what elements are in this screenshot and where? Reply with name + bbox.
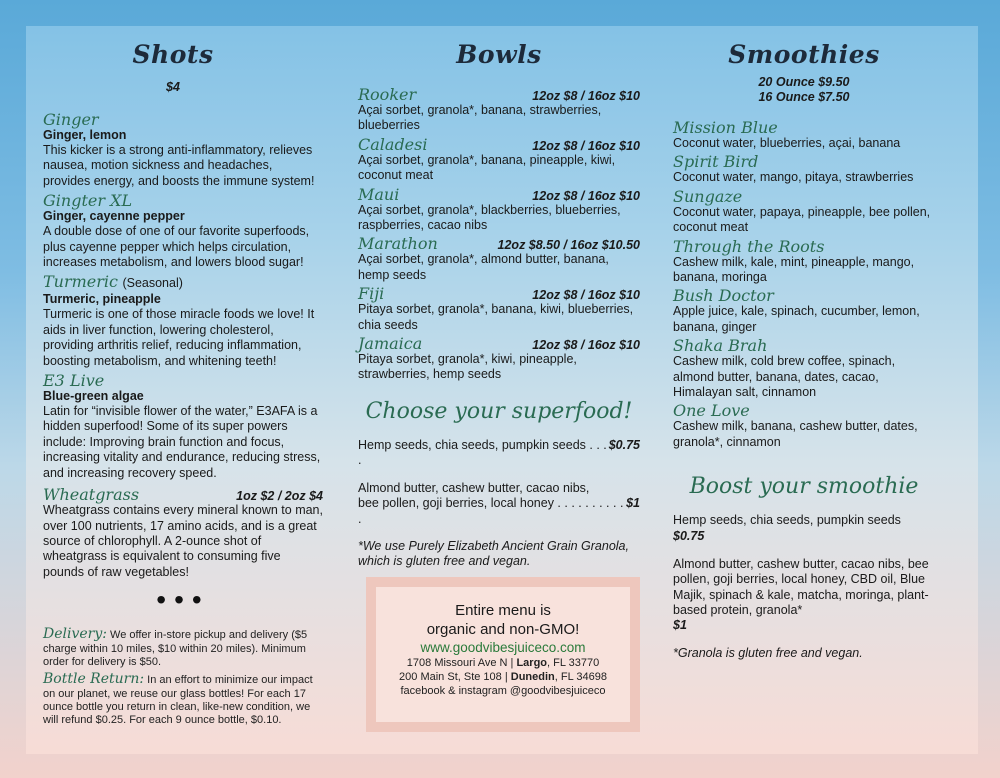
smoothie-name: Mission Blue: [673, 118, 778, 137]
smoothie-description: Cashew milk, cold brew coffee, spinach, almond butter, banana, dates, cacao, Himalayan salt, cinnamon: [673, 354, 896, 400]
smoothie-name: Shaka Brah: [673, 336, 768, 356]
smoothie-description: Cashew milk, kale, mint, pineapple, mango, banana, moringa: [673, 254, 915, 285]
shot-name: Turmeric: [43, 272, 118, 292]
info-box-inner: [376, 587, 630, 722]
shot-e3-live: [43, 372, 323, 481]
smoothie-name: Through the Roots: [673, 236, 825, 256]
bowl-item: [358, 285, 640, 333]
bowl-description: Açai sorbet, granola*, banana, strawberries, blueberries: [358, 103, 602, 133]
boost-price-1: $0.75: [673, 528, 705, 543]
shot-ingredients: Blue-green algae: [43, 389, 144, 404]
menu-panel: [26, 26, 978, 754]
address-city: Largo: [516, 657, 548, 669]
smoothie-name: Sungaze: [673, 186, 743, 206]
bowl-name: Rooker: [358, 85, 417, 104]
smoothie-name: Spirit Bird: [673, 152, 759, 172]
bowl-name: Marathon: [358, 234, 438, 254]
shot-description: Turmeric is one of those miracle foods we love! It aids in liver function, lowering cholesterol, providing arthritis relief, reducing inflammation, boosting metabolism, and whitening teeth!: [43, 307, 315, 368]
bottle-return-text: In an effort to minimize our impact on our planet, we reuse our glass bottles! For each 17 ounce bottle you return in clean, like-new condition, we will refund $0.25. For each 9 ounce bottle, $0.10.: [43, 674, 313, 727]
bowl-item: [358, 335, 640, 383]
smoothies-title: Smoothies: [728, 40, 880, 69]
smoothie-description: Apple juice, kale, spinach, cucumber, lemon, banana, ginger: [673, 304, 920, 334]
smoothie-price-20oz: 20 Ounce $9.50: [758, 75, 850, 89]
superfood-text: Almond butter, cashew butter, cacao nibs,: [358, 480, 590, 495]
shot-turmeric: [43, 273, 323, 369]
bowl-item: [358, 186, 640, 234]
address-dunedin: [376, 670, 630, 684]
shot-ingredients: Ginger, lemon: [43, 128, 127, 142]
granola-note: *We use Purely Elizabeth Ancient Grain Granola, which is gluten free and vegan.: [358, 538, 629, 569]
smoothie-item: [673, 188, 935, 236]
shot-ginger: [43, 111, 323, 189]
boost-price-2: $1: [673, 618, 687, 633]
smoothie-item: [673, 402, 935, 450]
shot-note: (Seasonal): [122, 276, 183, 291]
bowl-item: [358, 136, 640, 184]
superfood-title: Choose your superfood!: [365, 398, 633, 424]
superfood-text: Hemp seeds, chia seeds, pumpkin seeds . . . .: [358, 437, 607, 468]
boost-option-1: Hemp seeds, chia seeds, pumpkin seeds: [673, 513, 901, 528]
address-largo: [376, 656, 630, 670]
shot-name: Wheatgrass: [43, 485, 140, 505]
bowl-description: Açai sorbet, granola*, banana, pineapple, kiwi, coconut meat: [358, 152, 616, 183]
smoothie-name: One Love: [673, 401, 750, 421]
bowl-name: Fiji: [358, 284, 385, 304]
shot-name: Ginger: [43, 110, 99, 129]
bowl-description: Açai sorbet, granola*, blackberries, blueberries, raspberries, cacao nibs: [358, 202, 621, 233]
info-box: [366, 577, 640, 732]
shot-description: A double dose of one of our favorite superfoods, plus cayenne pepper which helps circulation, increases metabolism, and lowers blood sugar!: [43, 224, 310, 270]
bowls-title: Bowls: [456, 40, 542, 69]
smoothie-description: Coconut water, mango, pitaya, strawberries: [673, 170, 914, 185]
bowl-price: 12oz $8 / 16oz $10: [532, 138, 640, 153]
bowl-description: Açai sorbet, granola*, almond butter, banana, hemp seeds: [358, 252, 609, 282]
shots-price: $4: [166, 80, 180, 94]
superfood-option-2: [358, 481, 640, 527]
bowl-price: 12oz $8 / 16oz $10: [532, 89, 640, 103]
bowl-price: 12oz $8 / 16oz $10: [532, 188, 640, 203]
superfood-text: bee pollen, goji berries, local honey . . . . . . . . . . .: [358, 496, 624, 526]
shots-column: [43, 26, 323, 727]
bowl-price: 12oz $8 / 16oz $10: [532, 338, 640, 353]
superfood-price: $1: [626, 496, 640, 511]
bowl-price: 12oz $8 / 16oz $10: [532, 288, 640, 303]
shot-description: This kicker is a strong anti-inflammatory, relieves nausea, motion sickness and headaches, provides energy, and boosts the immune system!: [43, 143, 315, 188]
superfood-price: $0.75: [608, 437, 640, 452]
bowl-description: Pitaya sorbet, granola*, banana, kiwi, blueberries, chia seeds: [358, 302, 634, 332]
separator-dots: •••: [156, 584, 210, 616]
shot-gingter-xl: [43, 192, 323, 270]
smoothie-name: Bush Doctor: [673, 286, 774, 306]
smoothie-description: Coconut water, blueberries, açai, banana: [673, 136, 901, 150]
shot-price: 1oz $2 / 2oz $4: [236, 489, 323, 504]
bowl-name: Caladesi: [358, 134, 428, 154]
bowl-description: Pitaya sorbet, granola*, kiwi, pineapple, strawberries, hemp seeds: [358, 352, 577, 382]
bowl-name: Maui: [358, 184, 400, 204]
bowl-name: Jamaica: [358, 334, 423, 354]
shot-ingredients: Turmeric, pineapple: [43, 292, 161, 307]
organic-line-2: organic and non-GMO!: [426, 621, 580, 638]
address-state-zip: , FL 33770: [547, 657, 600, 669]
bowls-column: [358, 26, 640, 570]
address-street: 200 Main St, Ste 108 |: [399, 671, 511, 683]
bowl-item: [358, 86, 640, 134]
smoothies-column: [673, 26, 935, 662]
superfood-option-1: [358, 438, 640, 469]
shots-title: Shots: [132, 40, 214, 69]
shot-name: Gingter XL: [43, 191, 133, 211]
organic-line-1: Entire menu is: [455, 602, 551, 619]
shot-ingredients: Ginger, cayenne pepper: [43, 209, 185, 224]
boost-title: Boost your smoothie: [689, 474, 919, 500]
delivery-text: We offer in-store pickup and delivery ($5 charge within 10 miles, $10 within 20 miles). Minimum order for delivery is $50.: [43, 629, 308, 669]
website-link[interactable]: www.goodvibesjuiceco.com: [420, 640, 586, 655]
smoothie-description: Coconut water, papaya, pineapple, bee pollen, coconut meat: [673, 204, 931, 235]
shot-wheatgrass: [43, 486, 323, 580]
boost-option-2: Almond butter, cashew butter, cacao nibs, bee pollen, goji berries, local honey, CBD oil, Blue Majik, spinach & kale, matcha, moringa, plant-based protein, granola*: [673, 556, 929, 617]
bowl-price: 12oz $8.50 / 16oz $10.50: [497, 238, 640, 253]
bottle-return-info: [43, 671, 323, 727]
address-city: Dunedin: [510, 671, 555, 683]
social-handle: facebook & instagram @goodvibesjuiceco: [400, 685, 606, 697]
smoothie-price-16oz: 16 Ounce $7.50: [758, 90, 850, 104]
bottle-return-label: Bottle Return:: [43, 671, 145, 688]
smoothie-item: [673, 153, 935, 185]
delivery-info: [43, 626, 323, 669]
smoothie-item: [673, 337, 935, 400]
address-state-zip: , FL 34698: [554, 671, 607, 683]
smoothie-item: [673, 119, 935, 151]
shot-name: E3 Live: [43, 371, 105, 391]
delivery-label: Delivery:: [43, 626, 107, 643]
granola-note: *Granola is gluten free and vegan.: [673, 646, 863, 661]
shot-description: Wheatgrass contains every mineral known to man, over 100 nutrients, 17 amino acids, and is a great source of chlorophyll. A 2-ounce shot of wheatgrass is equivalent to consuming five pounds of raw vegetables!: [43, 503, 323, 579]
smoothie-description: Cashew milk, banana, cashew butter, dates, granola*, cinnamon: [673, 419, 918, 449]
address-street: 1708 Missouri Ave N |: [406, 657, 517, 669]
smoothie-item: [673, 238, 935, 286]
shot-description: Latin for “invisible flower of the water,” E3AFA is a hidden superfood! Some of its super powers include: Improving brain function and focus, increasing vitality and endurance, reducing stress, and increasing recovery speed.: [43, 404, 321, 480]
bowl-item: [358, 235, 640, 283]
smoothie-item: [673, 287, 935, 335]
